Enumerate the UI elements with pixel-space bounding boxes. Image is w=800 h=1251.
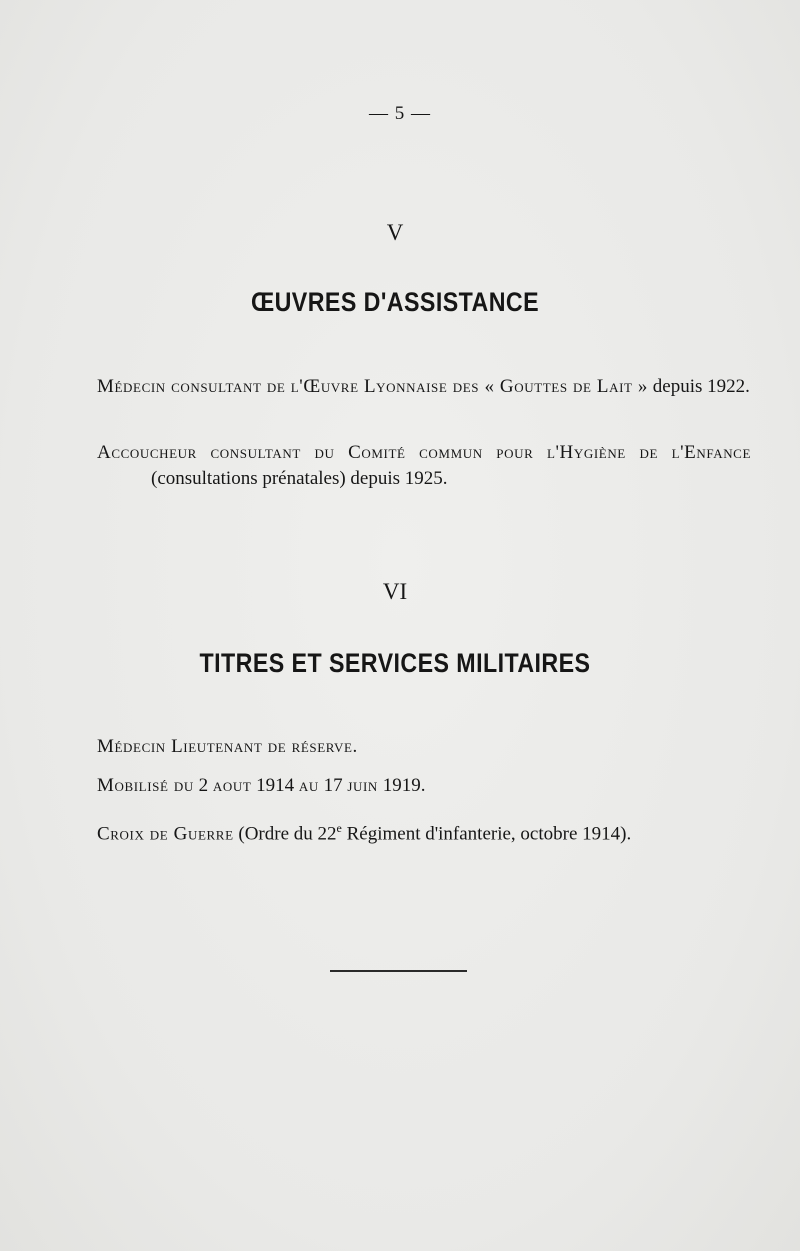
- section-numeral-vi: VI: [382, 579, 408, 604]
- superscript-ordinal: e: [336, 821, 342, 835]
- page-number: — 5 —: [369, 103, 431, 124]
- entry-caps: juin: [347, 775, 378, 796]
- entry-text: (Ordre du 22: [233, 823, 337, 845]
- entry-caps: aout: [212, 775, 252, 796]
- entry-text: 1919.: [377, 775, 426, 796]
- entry-caps: Accoucheur consultant du Comité commun pour l'Hygiène de l'Enfance: [97, 442, 751, 463]
- section-title-titres-militaires: TITRES ET SERVICES MILITAIRES: [199, 648, 591, 678]
- show-through-artifact: [0, 250, 780, 284]
- entry-caps: Croix de Guerre: [97, 823, 234, 845]
- entry-gouttes-de-lait: [97, 374, 751, 400]
- entry-text: (consultations prénatales) depuis 1925.: [151, 468, 448, 489]
- entry-caps: au: [298, 775, 319, 796]
- entry-caps: Médecin Lieutenant de réserve.: [97, 736, 358, 757]
- closing-rule: [330, 970, 467, 972]
- entry-caps: Mobilisé du: [97, 775, 194, 796]
- entry-text: 1914: [251, 775, 299, 796]
- entry-caps: Médecin consultant de l'Œuvre Lyonnaise des « Gouttes de Lait »: [97, 376, 649, 397]
- section-title-oeuvres: ŒUVRES D'ASSISTANCE: [250, 287, 540, 317]
- section-numeral-v: V: [386, 220, 404, 245]
- entry-lieutenant: [97, 734, 697, 760]
- entry-text: 2: [193, 775, 213, 796]
- entry-hygiene-enfance: [97, 440, 751, 492]
- entry-mobilise: [97, 773, 697, 799]
- entry-croix-de-guerre: [97, 815, 717, 847]
- entry-text: Régiment d'infanterie, octobre 1914).: [341, 823, 632, 845]
- entry-text: depuis 1922.: [648, 376, 750, 397]
- entry-text: 17: [318, 775, 348, 796]
